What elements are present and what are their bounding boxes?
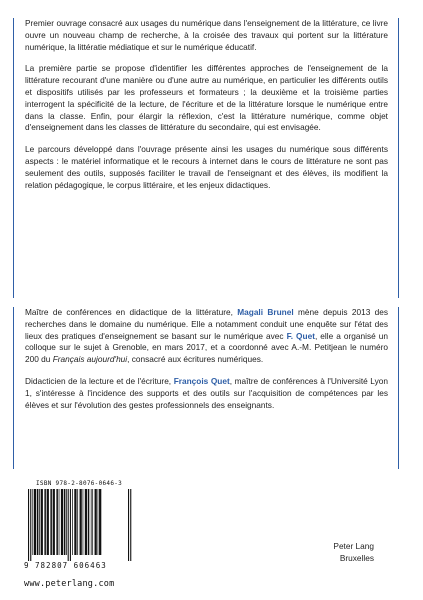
publisher-city: Bruxelles xyxy=(339,552,374,563)
author-bio-quet xyxy=(25,376,388,411)
isbn-label: ISBN 978-2-8076-0646-3 xyxy=(36,480,123,487)
bio-text: mène depuis 2013 des recherches dans le domaine du numérique. Elle a notamment conduit une enquête sur l'état des lieux des pratiques d'enseignement se basant sur le numérique avec xyxy=(25,307,389,341)
ean-number: 9 782807 606463 xyxy=(24,561,107,570)
author-name-quet: François Quet xyxy=(173,375,230,386)
intro-paragraph-1: Premier ouvrage consacré aux usages du numérique dans l'enseignement de la littérature, ce livre ouvre un nouveau champ de recherche, à la croisée des travaux qui portent sur la littérature numérique, la littératie médiatique et sur le numérique éducatif. xyxy=(25,18,388,52)
barcode-icon xyxy=(24,489,138,561)
summary-box xyxy=(13,18,399,298)
barcode-block xyxy=(24,480,144,570)
publisher-name: Peter Lang xyxy=(333,541,374,551)
bio-text: Didacticien de la lecture et de l'écriture, xyxy=(25,375,174,386)
author-name-brunel: Magali Brunel xyxy=(237,307,294,317)
intro-paragraph-3: Le parcours développé dans l'ouvrage présente ainsi les usages du numérique sous différents aspects : le matériel informatique et le recours à internet dans le cours de littérature ne sont pas seulement des outils, supposés faciliter le travail de l'enseignant et des élèves, ils modifient la relation pédagogique, le corpus littéraire, et les enjeux didactiques. xyxy=(25,144,388,190)
journal-title: Français aujourd'hui xyxy=(52,354,128,365)
bio-text: Maître de conférences en didactique de la littérature, xyxy=(25,307,238,317)
authors-box xyxy=(13,307,399,469)
coauthor-name: F. Quet xyxy=(286,330,315,341)
bio-text: , consacré aux écritures numériques. xyxy=(127,354,264,365)
bio-text: , maître de conférences à l'Université Lyon 1, s'intéresse à l'incidence des supports et des outils sur l'acquisition de compétences par les élèves et sur l'évolution des gestes professionnels des enseignants. xyxy=(25,375,388,410)
publisher-website[interactable]: www.peterlang.com xyxy=(24,579,115,589)
intro-paragraph-2: La première partie se propose d'identifier les différentes approches de l'enseignement de la littérature recourant d'une manière ou d'une autre au numérique, en particulier les différents outils et dispositifs utilisés par les professeurs et formateurs ; la deuxième et la troisième parties interrogent la spécificité de la lecture, de l'écriture et de la littérature lorsque le numérique entre dans la classe. Enfin, pour élargir la réflexion, c'est la littérature numérique, comme objet d'enseignement dans les classes de littérature du secondaire, qui est envisagée. xyxy=(25,63,388,133)
author-bio-brunel xyxy=(25,307,388,366)
bio-text: , elle a organisé un colloque sur le sujet à Grenoble, en mars 2017, et a coordonné avec A.-M. Petitjean le numéro 200 du xyxy=(25,330,388,365)
publisher-block xyxy=(333,541,374,564)
